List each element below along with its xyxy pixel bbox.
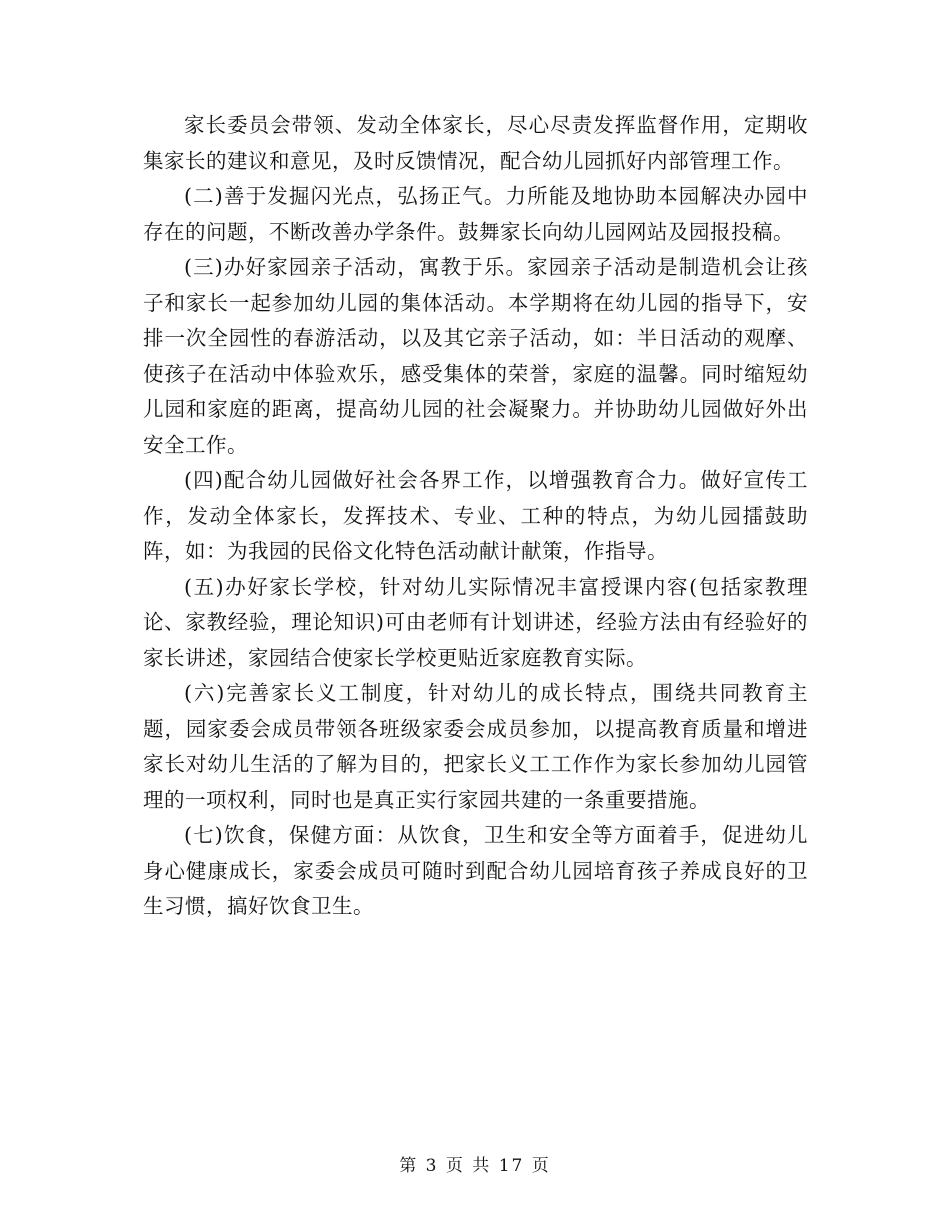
paragraph-4: (四)配合幼儿园做好社会各界工作，以增强教育合力。做好宣传工作，发动全体家长，发挥技术、专业、工种的特点，为幼儿园擂鼓助阵，如：为我园的民俗文化特色活动献计献策，作指导。 xyxy=(143,468,808,563)
paragraph-5: (五)办好家长学校，针对幼儿实际情况丰富授课内容(包括家教理论、家教经验，理论知识)可由老师有计划讲述，经验方法由有经验好的家长讲述，家园结合使家长学校更贴近家庭教育实际。 xyxy=(143,574,808,670)
paragraph-6: (六)完善家长义工制度，针对幼儿的成长特点，围绕共同教育主题，园家委会成员带领各班级家委会成员参加，以提高教育质量和增进家长对幼儿生活的了解为目的，把家长义工工作作为家长参加幼儿园管理的一项权利，同时也是真正实行家园共建的一条重要措施。 xyxy=(143,681,808,812)
page-number-footer: 第 3 页 共 17 页 xyxy=(399,1156,551,1176)
document-body xyxy=(143,108,808,925)
paragraph-1: 家长委员会带领、发动全体家长，尽心尽责发挥监督作用，定期收集家长的建议和意见，及时反馈情况，配合幼儿园抓好内部管理工作。 xyxy=(143,113,808,173)
paragraph-7: (七)饮食，保健方面：从饮食，卫生和安全等方面着手，促进幼儿身心健康成长，家委会成员可随时到配合幼儿园培育孩子养成良好的卫生习惯，搞好饮食卫生。 xyxy=(143,823,808,918)
paragraph-2: (二)善于发掘闪光点，弘扬正气。力所能及地协助本园解决办园中存在的问题，不断改善办学条件。鼓舞家长向幼儿园网站及园报投稿。 xyxy=(143,184,808,244)
paragraph-3: (三)办好家园亲子活动，寓教于乐。家园亲子活动是制造机会让孩子和家长一起参加幼儿园的集体活动。本学期将在幼儿园的指导下，安排一次全园性的春游活动，以及其它亲子活动，如：半日活动的观摩、使孩子在活动中体验欢乐，感受集体的荣誉，家庭的温馨。同时缩短幼儿园和家庭的距离，提高幼儿园的社会凝聚力。并协助幼儿园做好外出安全工作。 xyxy=(143,255,808,457)
